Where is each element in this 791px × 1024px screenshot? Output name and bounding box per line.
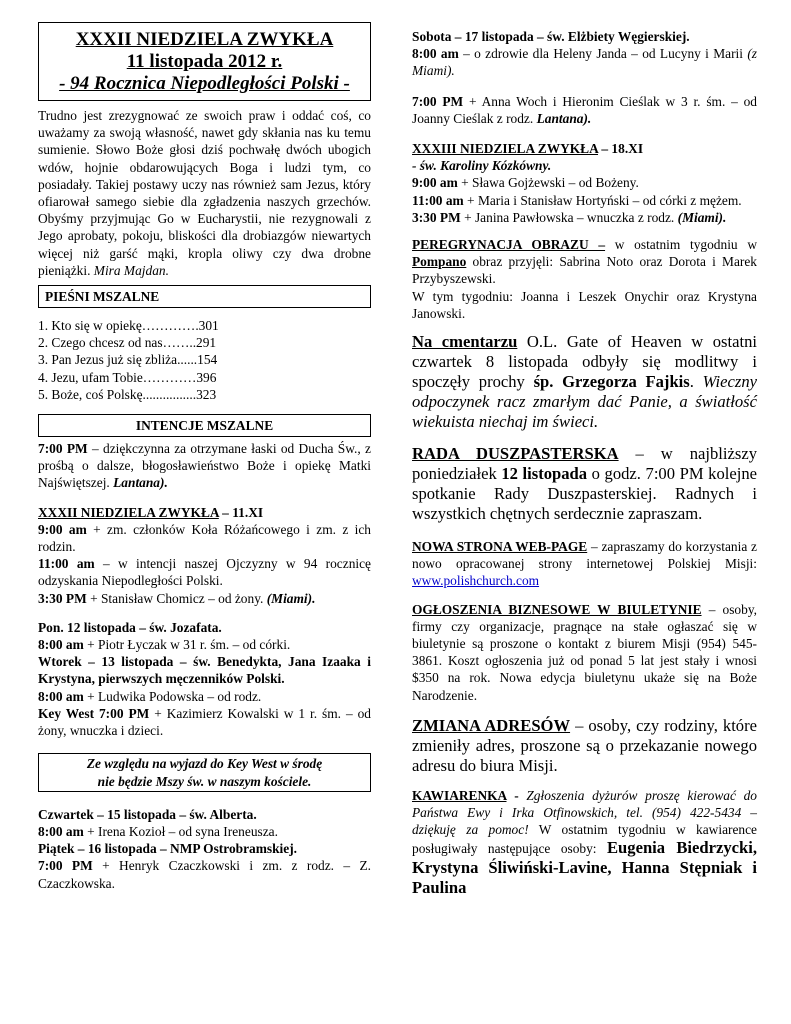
saturday-evening-intention — [38, 440, 371, 492]
hymns-list — [38, 317, 371, 403]
mass-time: 7:00 PM — [412, 93, 464, 109]
monday-heading: Pon. 12 listopada – św. Jozafata. — [38, 619, 222, 635]
title-box — [38, 22, 371, 101]
intention-text: + Henryk Czaczkowski i zm. z rodz. – Z. Czaczkowska. — [38, 858, 371, 891]
cafe-italic-text: Zgłoszenia dyżurów proszę kierować do Państwa Ewy i Irka Otfinowskich, tel. (954) 422-5434 – dziękuję za pomoc! — [412, 787, 758, 838]
council-text: – w najbliższy poniedziałek — [412, 444, 757, 484]
hymn-item: 3. Pan Jezus już się zbliża......154 — [38, 352, 218, 368]
weekday-section — [38, 619, 371, 739]
hymn-item: 5. Boże, coś Polskę................323 — [38, 386, 217, 402]
tuesday-heading: Wtorek – 13 listopada – św. Benedykta, Jana Izaaka i Krystyna, pierwszych męczenników Polski. — [38, 654, 371, 687]
intention-text: + Stanisław Chomicz – od żony. — [86, 590, 267, 606]
mass-time: 3:30 PM — [38, 590, 87, 606]
intention-text: – w intencji naszej Ojczyzny w 94 rocznicę odzyskania Niepodległości Polski. — [38, 556, 371, 589]
mass-place: Lantana). — [113, 475, 168, 491]
thursday-friday-section — [38, 806, 371, 892]
mass-time: 9:00 am — [412, 175, 458, 191]
notice-line-2: nie będzie Mszy św. w naszym kościele. — [97, 773, 312, 789]
saturday-section — [412, 28, 757, 127]
cemetery-heading: Na cmentarzu — [412, 332, 518, 352]
mass-time: 8:00 am — [412, 46, 459, 62]
hymn-item: 1. Kto się w opiekę………….301 — [38, 318, 219, 334]
thursday-heading: Czwartek – 15 listopada – św. Alberta. — [38, 806, 257, 822]
intentions-heading: INTENCJE MSZALNE — [38, 414, 371, 437]
intention-text: + Maria i Stanisław Hortyński – od córki z mężem. — [463, 192, 742, 208]
sunday-33-saint: - św. Karoliny Kózkówny. — [412, 158, 552, 174]
intention-text: + Sława Gojżewski – od Bożeny. — [457, 175, 639, 191]
council-date: 12 listopada — [501, 464, 588, 484]
title-line-3: - 94 Rocznica Niepodległości Polski - — [59, 73, 350, 94]
intention-text: – o zdrowie dla Heleny Janda – od Lucyny i Marii — [458, 46, 748, 62]
hymns-heading: PIEŚNI MSZALNE — [38, 285, 371, 308]
hymn-item: 4. Jezu, ufam Tobie…………396 — [38, 369, 217, 385]
saturday-heading: Sobota – 17 listopada – św. Elżbiety Węgierskiej. — [412, 29, 690, 44]
cafe-dash: - — [506, 787, 527, 803]
mass-time: 11:00 am — [412, 192, 464, 208]
intention-text: – dziękczynna za otrzymane łaski od Ducha Św., z prośbą o dalsze, błogosławieństwo Boże i opiekę Matki Najświętszej. — [38, 441, 372, 491]
cafe-section — [412, 787, 757, 899]
mass-place: (Miami). — [677, 209, 727, 225]
address-change-heading: ZMIANA ADRESÓW — [412, 715, 571, 735]
mass-time: 8:00 am — [38, 823, 84, 839]
left-column — [38, 22, 371, 892]
cemetery-text: . — [689, 372, 703, 392]
intention-text: + Kazimierz Kowalski w 1 r. śm. – od żony, wnuczka i dzieci. — [38, 705, 371, 739]
cafe-text: W ostatnim tygodniu w kawiarence posługiwały następujące osoby: — [412, 822, 757, 857]
mass-time: 11:00 am — [38, 556, 95, 572]
website-link[interactable]: www.polishchurch.com — [412, 573, 540, 589]
friday-heading: Piątek – 16 listopada – NMP Ostrobramskiej. — [38, 841, 298, 857]
no-mass-notice — [38, 753, 371, 791]
mass-place: (Miami). — [266, 590, 316, 606]
cafe-volunteer-names: Eugenia Biedrzycki, Krystyna Śliwiński-Lavine, Hanna Stępniak i Paulina — [412, 838, 757, 898]
title-line-1: XXXII NIEDZIELA ZWYKŁA — [75, 29, 334, 50]
mass-time: 8:00 am — [38, 688, 84, 704]
cemetery-prayer: Wieczny odpoczynek racz zmarłym dać Panie, a światłość wiekuista niechaj im świeci. — [412, 372, 758, 432]
intention-text: + Piotr Łyczak w 31 r. śm. – od córki. — [83, 637, 291, 653]
website-heading: NOWA STRONA WEB-PAGE — [412, 539, 588, 555]
hymn-item: 2. Czego chcesz od nas……..291 — [38, 335, 217, 351]
pilgrimage-this-week: W tym tygodniu: Joanna i Leszek Onychir oraz Krystyna Janowski. — [412, 288, 757, 321]
deceased-name: śp. Grzegorza Fajkis — [533, 372, 690, 392]
sunday-heading: XXXII NIEDZIELA ZWYKŁA — [38, 504, 219, 520]
intro-paragraph — [38, 107, 371, 279]
address-change-section — [412, 716, 757, 776]
pilgrimage-section — [412, 236, 757, 322]
right-column — [412, 28, 757, 898]
pilgrimage-heading: PEREGRYNACJA OBRAZU – — [412, 237, 606, 253]
sunday-33-heading: XXXIII NIEDZIELA ZWYKŁA — [412, 141, 599, 157]
mass-time: 8:00 am — [38, 637, 84, 653]
business-ads-text: – osoby, firmy czy organizacje, pragnące na stałe ogłaszać się w biuletynie są proszone o kontakt z biurem Misji (954) 545-3861. Koszt ogłoszenia już od ponad 5 lat jest stały i wnosi $350 na rok. Nowa edycja biuletynu ukaże się na Boże Narodzenie. — [412, 601, 757, 703]
address-change-text: – osoby, czy rodziny, które zmieniły adres, proszone są o przekazanie nowego adresu do biura Misji. — [412, 715, 757, 775]
notice-line-1: Ze względu na wyjazd do Key West w środę — [86, 756, 323, 772]
sunday-date: – 11.XI — [218, 504, 264, 520]
intro-text: Trudno jest zrezygnować ze swoich praw i oddać coś, co uważamy za swoją własność, nawet gdy skłania nas ku temu sumienie. Słowo Boże głosi dziś pochwałę dwóch ubogich wdów, hojnie obdarowujących Boga i ludzi tym, co posiadały. Takiej postawy uczy nas również sam Jezus, który ofiarował samego siebie dla zgładzenia naszych grzechów. Obyśmy przyjmując Go w Eucharystii, nie rezygnowali z Jego aprobaty, pokoju, bliskości dla drobiazgów niewartych więcej niż garść mąki, kropla oliwy czy dwa drobne pieniążki. — [38, 108, 371, 278]
mass-time: 7:00 PM — [38, 441, 88, 457]
mass-time: 3:30 PM — [412, 209, 461, 225]
website-section — [412, 538, 757, 590]
intention-text: + Ludwika Podowska – od rodz. — [83, 688, 262, 704]
council-text: o godz. 7:00 PM kolejne spotkanie Rady Duszpasterskiej. Radnych i wszystkich chętnych serdecznie zapraszam. — [412, 464, 757, 524]
mass-place: (z Miami). — [412, 46, 758, 79]
intro-author: Mira Majdan. — [93, 262, 169, 278]
title-line-2: 11 listopada 2012 r. — [126, 51, 283, 72]
cemetery-section — [412, 332, 757, 432]
business-ads-heading: OGŁOSZENIA BIZNESOWE W BIULETYNIE — [412, 601, 702, 617]
sunday-section — [38, 504, 371, 607]
sunday-33-date: – 18.XI — [598, 141, 644, 157]
mass-time: 7:00 PM — [38, 858, 93, 874]
intention-text: + Irena Kozioł – od syna Ireneusza. — [83, 823, 278, 839]
website-text: – zapraszamy do korzystania z nowo opracowanej strony internetowej Polskiej Misji: — [412, 539, 757, 572]
pilgrimage-place: Pompano — [412, 254, 467, 270]
council-section — [412, 444, 757, 524]
cemetery-text: O.L. Gate of Heaven w ostatni czwartek 8 listopada odbyły się modlitwy i spoczęły prochy — [412, 332, 757, 392]
intention-text: + Anna Woch i Hieronim Cieślak w 3 r. śm. – od Joanny Cieślak z rodz. — [412, 93, 757, 126]
intention-text: + Janina Pawłowska – wnuczka z rodz. — [460, 209, 678, 225]
council-heading: RADA DUSZPASTERSKA — [412, 444, 619, 464]
intention-text: + zm. członków Koła Różańcowego i zm. z ich rodzin. — [38, 521, 371, 555]
sunday-33-section — [412, 140, 757, 226]
pilgrimage-text: obraz przyjęli: Sabrina Noto oraz Dorota i Marek Przybyszewski. — [412, 254, 757, 287]
pilgrimage-text: w ostatnim tygodniu w — [605, 237, 757, 253]
mass-place: Lantana). — [536, 110, 592, 126]
business-ads-section — [412, 601, 757, 704]
cafe-heading: KAWIARENKA — [412, 787, 507, 803]
mass-time: Key West 7:00 PM — [38, 705, 150, 721]
mass-time: 9:00 am — [38, 521, 87, 537]
